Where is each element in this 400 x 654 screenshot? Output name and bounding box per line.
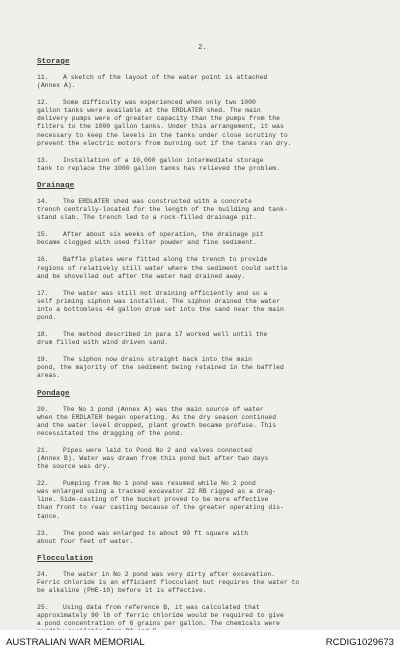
numbered-paragraph (37, 530, 370, 546)
paragraph-number: 16. (37, 256, 49, 264)
paragraph-number: 20. (37, 405, 49, 413)
paragraph-text: A sketch of the layout of the water point is attached (Annex A). (37, 74, 268, 90)
numbered-paragraph (37, 74, 370, 90)
section-heading: Flocculation (37, 554, 93, 563)
paragraph-number: 17. (37, 289, 49, 297)
numbered-paragraph (37, 231, 370, 247)
paragraph-number: 11. (37, 74, 49, 81)
numbered-paragraph (37, 198, 370, 222)
numbered-paragraph (37, 290, 370, 322)
numbered-paragraph (37, 406, 370, 438)
paragraph-text: The siphon now drains straight back into the main pond, the majority of the sediment being retained in the baffled areas. (37, 356, 284, 380)
paragraph-number: 24. (37, 570, 49, 578)
paragraph-text: Pumping from No 1 pond was resumed while No 2 pond was enlarged using a tracked excavator 22 RB rigged as a drag- line. Side-casting of the bucket proved to be more effective than front to rear casting because of the greater operating dis- tance. (37, 480, 284, 520)
paragraph-number: 22. (37, 480, 49, 488)
numbered-paragraph (37, 99, 370, 148)
footer-catalogue-id: RCDIG1029673 (325, 636, 394, 648)
paragraph-number: 14. (37, 197, 49, 205)
paragraph-number: 23. (37, 529, 49, 537)
paragraph-text: Some difficulty was experienced when only two 1000 gallon tanks were available at the ERDLATER shed. The main delivery pumps were of greater capacity than the pumps from the filters to the 1000 gallon tanks. Under this arrangement, it was necessary to keep the levels in the tanks under close scrutiny to prevent the electric motors from burning out if the tanks ran dry. (37, 99, 292, 147)
paragraph-text: Using data from reference B, it was calculated that approximately 90 lb of ferric chloride would be required to give a pond concentration of 6 grains per gallon. The chemicals were (37, 604, 284, 628)
section-heading: Drainage (37, 181, 75, 190)
paragraph-number: 13. (37, 156, 49, 164)
paragraph-text: The water was still not draining efficiently and so a self priming siphon was installed. The siphon drained the water into a bottomless 44 gallon drum set into the sand near the main pond. (37, 289, 284, 321)
numbered-paragraph (37, 447, 370, 471)
paragraph-text: The No 1 pond (Annex A) was the main source of water when the ERDLATER began operating. As the dry season continued and the water level dropped, plant growth became profuse. This necessitated the dragging of the pond. (37, 405, 277, 437)
paragraph-text: Baffle plates were fitted along the trench to provide regions of relatively still water where the sediment could settle and be shovelled out after the water had drained away. (37, 256, 288, 280)
section-heading: Storage (37, 58, 70, 66)
numbered-paragraph (37, 356, 370, 380)
paragraph-text: The method described in para 17 worked well until the drum filled with wind driven sand. (37, 331, 268, 347)
paragraph-text: The pond was enlarged to about 90 ft square with about four feet of water. (37, 529, 249, 545)
paragraph-number: 21. (37, 446, 49, 454)
page-number: 2. (198, 44, 207, 52)
paragraph-number: 25. (37, 604, 49, 612)
document-body (37, 58, 370, 646)
paragraph-text: The water in No 2 pond was very dirty after excavation. Ferric chloride is an efficient flocculant but requires the water to be alkaline (PHE-10) before it is effective. (37, 570, 300, 595)
section-heading: Pondage (37, 389, 70, 398)
archive-footer (0, 630, 400, 654)
numbered-paragraph (37, 571, 370, 595)
paragraph-number: 19. (37, 356, 49, 364)
paragraph-number: 12. (37, 99, 49, 107)
paragraph-number: 15. (37, 231, 49, 239)
paragraph-text: Installation of a 10,000 gallon intermediate storage tank to replace the 1000 gallon tanks has relieved the problem. (37, 156, 280, 172)
numbered-paragraph (37, 256, 370, 280)
footer-source: AUSTRALIAN WAR MEMORIAL (6, 636, 145, 648)
paragraph-text: After about six weeks of operation, the drainage pit became clogged with used filter powder and fine sediment. (37, 231, 264, 247)
numbered-paragraph (37, 331, 370, 347)
paragraph-text: The ERDLATER shed was constructed with a concrete trench centrally-located for the length of the building and tank- stand slab. The trench led to a rock-filled drainage pit. (37, 197, 288, 222)
numbered-paragraph (37, 157, 370, 173)
paragraph-text: Pipes were laid to Pond No 2 and valves connected (Annex B). Water was drawn from this pond but after two days the source was dry. (37, 446, 269, 471)
paragraph-number: 18. (37, 331, 49, 339)
numbered-paragraph (37, 480, 370, 520)
